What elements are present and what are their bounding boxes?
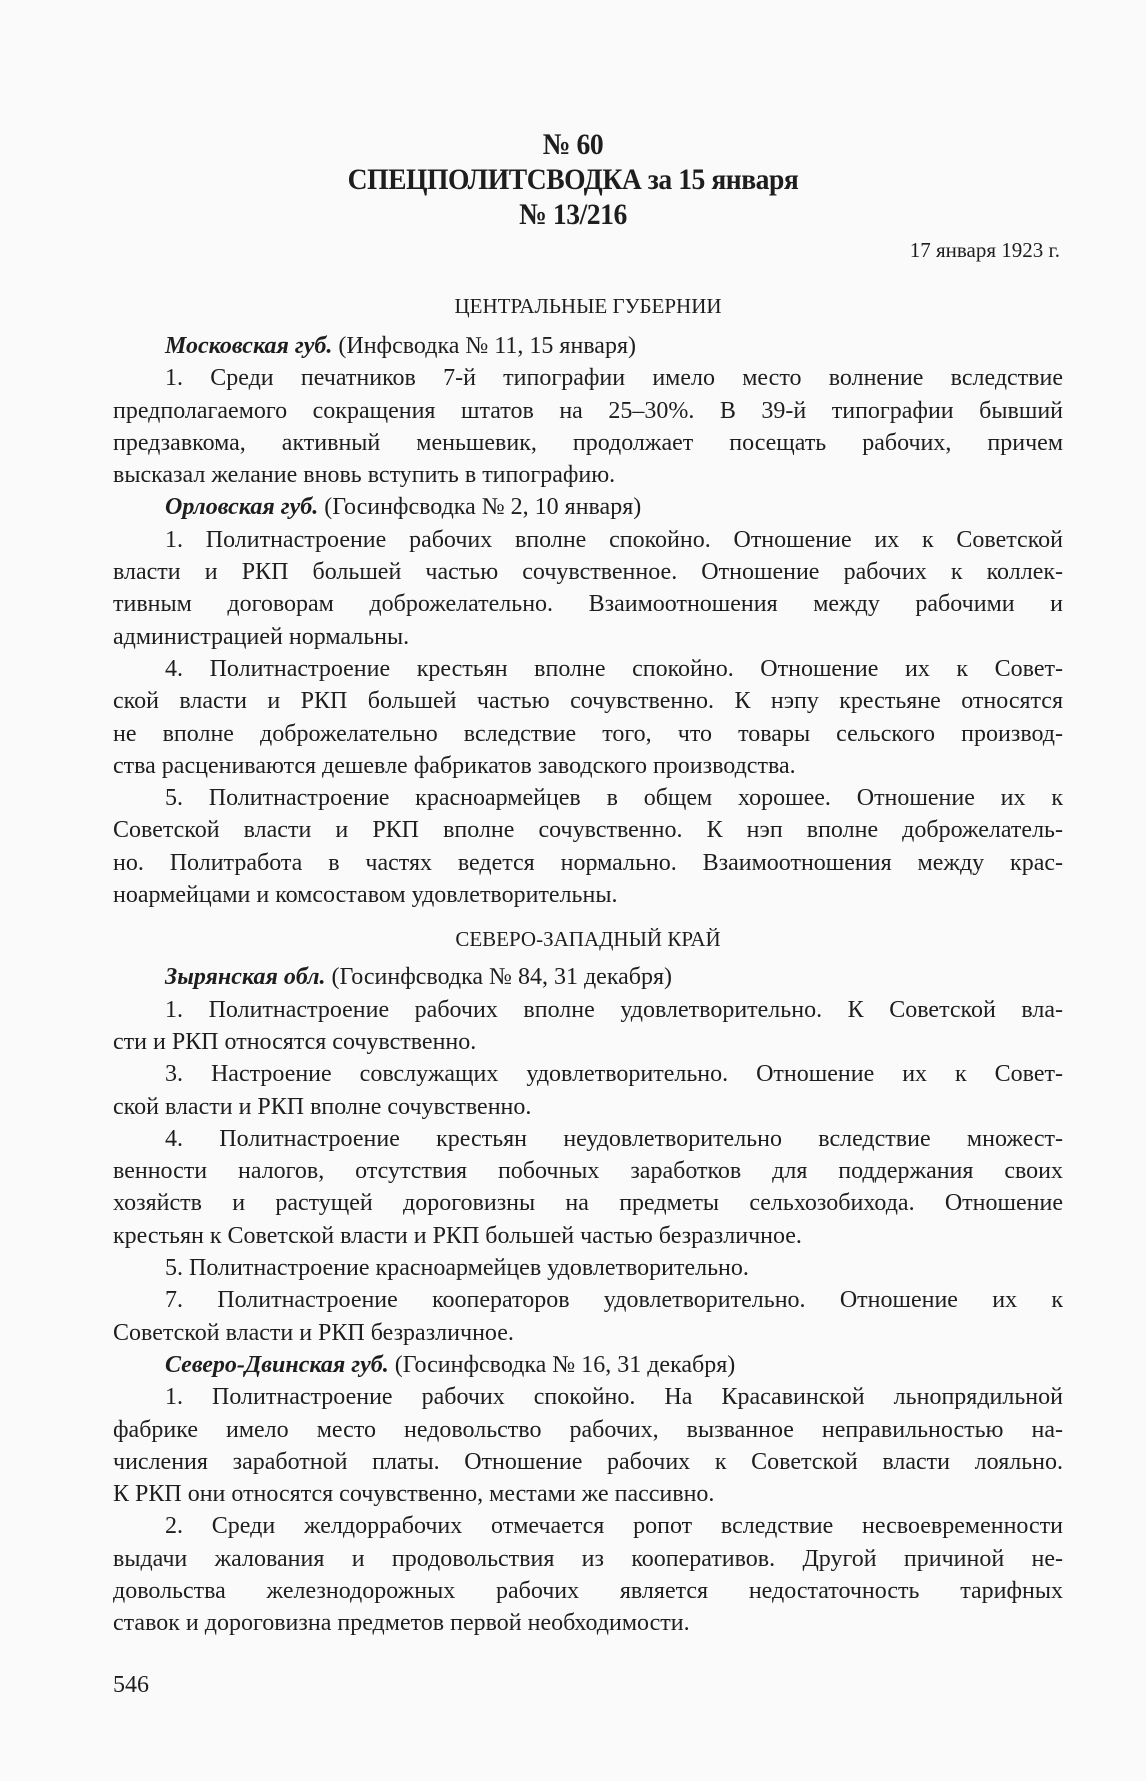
text-line: крестьян к Советской власти и РКП большей частью безразличное.: [113, 1222, 802, 1249]
report-source: (Госинфсводка № 2, 10 января): [318, 494, 642, 521]
region-heading: [113, 491, 1063, 523]
paragraph: [113, 994, 1063, 1059]
paragraph: [113, 1058, 1063, 1123]
text-line: 4. Политнастроение крестьян неудовлетворительно вследствие множест-: [165, 1125, 1063, 1152]
paragraph: [113, 782, 1063, 911]
text-line: предполагаемого сокращения штатов на 25–30%. В 39-й типографии бывший: [113, 397, 1063, 424]
text-line: выдачи жалования и продовольствия из кооперативов. Другой причиной не-: [113, 1545, 1063, 1572]
text-line: администрацией нормальны.: [113, 623, 410, 650]
text-line: К РКП они относятся сочувственно, местами же пассивно.: [113, 1481, 715, 1508]
text-line: фабрике имело место недовольство рабочих, вызванное неправильностью на-: [113, 1416, 1063, 1443]
text-line: 1. Политнастроение рабочих спокойно. На Красавинской льнопрядильной: [165, 1384, 1063, 1411]
region-name: Северо-Двинская губ.: [165, 1351, 389, 1378]
text-line: не вполне доброжелательно вследствие того, что товары сельского производ-: [113, 720, 1063, 747]
text-line: Советской власти и РКП безразличное.: [113, 1319, 514, 1346]
paragraph: [113, 1381, 1063, 1510]
page-number: 546: [113, 1672, 149, 1698]
text-line: венности налогов, отсутствия побочных заработков для поддержания своих: [113, 1158, 1063, 1185]
paragraph: [113, 524, 1063, 653]
text-line: но. Политработа в частях ведется нормально. Взаимоотношения между крас-: [113, 849, 1063, 876]
text-line: 7. Политнастроение кооператоров удовлетворительно. Отношение их к: [165, 1287, 1063, 1314]
text-line: ноармейцами и комсоставом удовлетворительны.: [113, 882, 618, 909]
text-line: ства расцениваются дешевле фабрикатов заводского производства.: [113, 752, 796, 779]
paragraph: [113, 1284, 1063, 1349]
document-title: СПЕЦПОЛИТСВОДКА за 15 января: [347, 163, 799, 196]
text-line: 1. Среди печатников 7-й типографии имело место волнение вследствие: [165, 365, 1063, 392]
text-line: ской власти и РКП вполне сочувственно.: [113, 1093, 532, 1120]
document-ref-number: № 13/216: [519, 198, 627, 231]
text-line: хозяйств и растущей дороговизны на предметы сельхозобихода. Отношение: [113, 1190, 1063, 1217]
text-line: предзавкома, активный меньшевик, продолжает посещать рабочих, причем: [113, 429, 1063, 456]
report-source: (Госинфсводка № 16, 31 декабря): [388, 1351, 736, 1378]
paragraph: [113, 1123, 1063, 1252]
text-line: тивным договорам доброжелательно. Взаимоотношения между рабочими и: [113, 591, 1063, 618]
report-source: (Инфсводка № 11, 15 января): [332, 333, 636, 359]
paragraph: [113, 653, 1063, 782]
text-line: довольства железнодорожных рабочих является недостаточность тарифных: [113, 1577, 1063, 1604]
paragraph: [113, 362, 1063, 491]
text-line: ставок и дороговизна предметов первой необходимости.: [113, 1610, 690, 1637]
text-line: ской власти и РКП большей частью сочувственно. К нэпу крестьяне относятся: [113, 688, 1063, 715]
text-line: 3. Настроение совслужащих удовлетворительно. Отношение их к Совет-: [165, 1061, 1063, 1088]
region-name: Зырянская обл.: [165, 964, 326, 991]
region-heading: [113, 330, 1063, 362]
text-line: 4. Политнастроение крестьян вполне спокойно. Отношение их к Совет-: [165, 655, 1063, 682]
text-line: 5. Политнастроение красноармейцев удовлетворительно.: [165, 1255, 749, 1282]
text-line: 5. Политнастроение красноармейцев в общем хорошее. Отношение их к: [165, 785, 1063, 812]
text-line: власти и РКП большей частью сочувственное. Отношение рабочих к коллек-: [113, 559, 1063, 586]
section-heading: ЦЕНТРАЛЬНЫЕ ГУБЕРНИИ: [454, 294, 722, 318]
text-line: Советской власти и РКП вполне сочувственно. К нэп вполне доброжелатель-: [113, 817, 1063, 844]
paragraph: [113, 1510, 1063, 1639]
text-line: 2. Среди желдоррабочих отмечается ропот вследствие несвоевременности: [165, 1513, 1063, 1540]
region-heading: [113, 1349, 1063, 1381]
report-source: (Госинфсводка № 84, 31 декабря): [325, 964, 673, 991]
region-heading: [113, 961, 1063, 993]
document-number: № 60: [542, 128, 604, 161]
text-line: 1. Политнастроение рабочих вполне удовлетворительно. К Советской вла-: [165, 996, 1063, 1023]
document-date: 17 января 1923 г.: [909, 238, 1060, 262]
text-line: сти и РКП относятся сочувственно.: [113, 1028, 477, 1055]
text-line: 1. Политнастроение рабочих вполне спокойно. Отношение их к Советской: [165, 526, 1063, 553]
section-heading: СЕВЕРО-ЗАПАДНЫЙ КРАЙ: [455, 927, 721, 952]
text-line: высказал желание вновь вступить в типографию.: [113, 462, 616, 489]
region-name: Московская губ.: [165, 333, 333, 359]
text-line: числения заработной платы. Отношение рабочих к Советской власти лояльно.: [113, 1448, 1063, 1475]
region-name: Орловская губ.: [165, 494, 319, 521]
document-body: [113, 290, 1063, 1640]
paragraph: [113, 1252, 1063, 1284]
